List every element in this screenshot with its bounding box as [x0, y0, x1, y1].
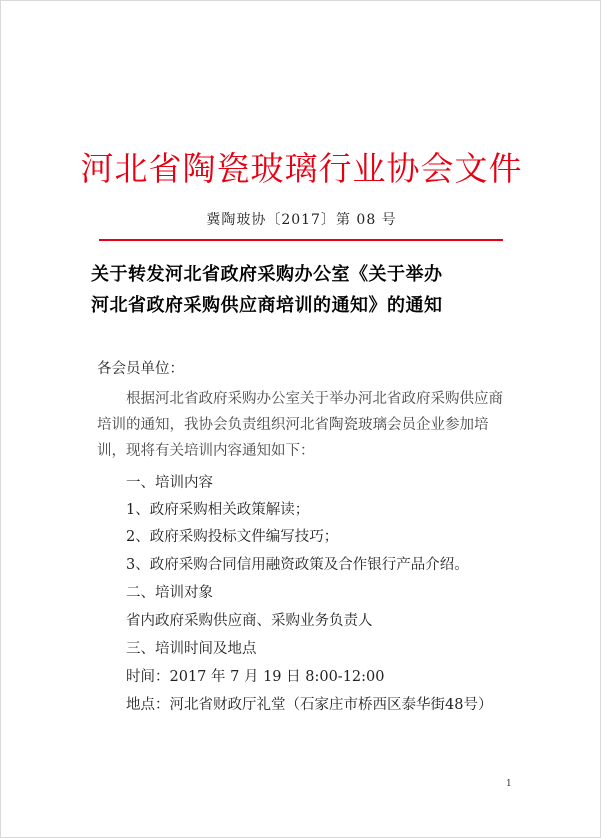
section-2-heading: 二、培训对象 — [126, 585, 213, 601]
salutation: 各会员单位： — [97, 361, 184, 377]
section-1-heading: 一、培训内容 — [126, 475, 213, 491]
section-3-heading: 三、培训时间及地点 — [126, 641, 257, 657]
document-title — [91, 259, 521, 321]
section-1-item-2: 2、政府采购投标文件编写技巧； — [126, 529, 339, 545]
document-number: 冀陶玻协〔2017〕第 08 号 — [206, 212, 397, 228]
section-1-item-3: 3、政府采购合同信用融资政策及合作银行产品介绍。 — [126, 557, 469, 573]
training-time: 时间：2017 年 7 月 19 日 8:00-12:00 — [126, 669, 385, 685]
document-title-line-2: 河北省政府采购供应商培训的通知》的通知 — [91, 295, 443, 316]
page-number: 1 — [506, 779, 512, 789]
organization-header-title: 河北省陶瓷玻璃行业协会文件 — [80, 149, 523, 188]
section-2-text: 省内政府采购供应商、采购业务负责人 — [126, 613, 373, 629]
document-title-line-1: 关于转发河北省政府采购办公室《关于举办 — [91, 264, 443, 285]
red-header-rule — [99, 239, 503, 241]
training-place: 地点：河北省财政厅礼堂（石家庄市桥西区泰华街48号） — [126, 697, 493, 713]
intro-paragraph: 根据河北省政府采购办公室关于举办河北省政府采购供应商培训的通知，我协会负责组织河北省陶瓷玻璃会员企业参加培训，现将有关培训内容通知如下： — [97, 391, 503, 459]
section-1-item-1: 1、政府采购相关政策解读； — [126, 502, 310, 518]
